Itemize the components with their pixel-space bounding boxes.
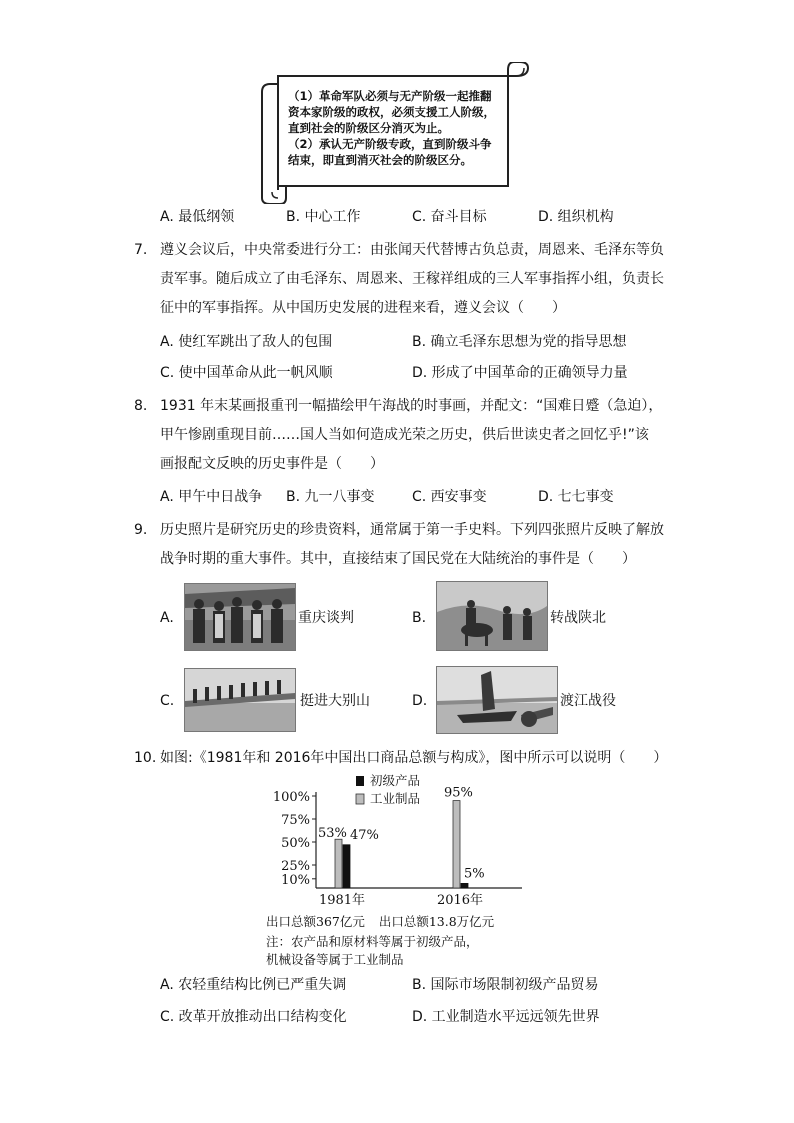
q8-option-a[interactable]: A. 甲午中日战争	[160, 489, 263, 505]
x-tick-label: 1981年	[318, 893, 366, 908]
scroll-line: （1）革命军队必须与无产阶级一起推翻	[288, 89, 492, 103]
q9-option-c-caption[interactable]: 挺进大别山	[300, 693, 370, 709]
bar-primary	[461, 883, 468, 888]
q9-option-b-caption[interactable]: 转战陕北	[550, 610, 606, 626]
q9-option-a-letter[interactable]: A.	[160, 610, 174, 626]
bar-industrial	[453, 801, 460, 888]
q8-stem-line: 1931 年末某画报重刊一幅描绘甲午海战的时事画，并配文：“国难日蹙（急迫），	[160, 398, 663, 414]
q7-stem-line: 责军事。随后成立了由毛泽东、周恩来、王稼祥组成的三人军事指挥小组，负责长	[160, 271, 664, 287]
q8-option-c[interactable]: C. 西安事变	[412, 489, 487, 505]
legend-label-industrial: 工业制品	[370, 791, 421, 806]
scroll-line: 直到社会的阶级区分消灭为止。	[288, 121, 449, 135]
q6-option-c[interactable]: C. 奋斗目标	[412, 209, 487, 225]
q9-option-d-letter[interactable]: D.	[412, 693, 428, 709]
q6-option-d[interactable]: D. 组织机构	[538, 209, 614, 225]
q6-option-a[interactable]: A. 最低纲领	[160, 209, 235, 225]
q10-option-c[interactable]: C. 改革开放推动出口结构变化	[160, 1009, 347, 1025]
chart-totals	[266, 912, 494, 932]
bar-industrial	[335, 839, 342, 888]
q8-option-d[interactable]: D. 七七事变	[538, 489, 614, 505]
q10-option-b[interactable]: B. 国际市场限制初级产品贸易	[412, 977, 599, 993]
bar-primary	[343, 845, 350, 888]
data-label-primary: 5%	[464, 866, 485, 882]
q9-stem-line: 战争时期的重大事件。其中，直接结束了国民党在大陆统治的事件是（ ）	[160, 551, 636, 567]
chongqing-negotiation-photo	[184, 583, 296, 651]
q9-option-a-caption[interactable]: 重庆谈判	[298, 610, 354, 626]
total-2016: 出口总额13.8万亿元	[378, 914, 495, 929]
q10-option-a[interactable]: A. 农轻重结构比例已严重失调	[160, 977, 347, 993]
q10-number: 10.	[134, 750, 157, 766]
q7-number: 7.	[134, 242, 148, 258]
q7-option-c[interactable]: C. 使中国革命从此一帆风顺	[160, 365, 333, 381]
chart-note-line: 机械设备等属于工业制品	[266, 952, 404, 967]
q9-option-d-caption[interactable]: 渡江战役	[560, 693, 616, 709]
q10-option-d[interactable]: D. 工业制造水平远远领先世界	[412, 1009, 600, 1025]
y-tick-label: 10%	[281, 872, 310, 888]
q7-option-a[interactable]: A. 使红军跳出了敌人的包围	[160, 334, 333, 350]
q6-option-b[interactable]: B. 中心工作	[286, 209, 361, 225]
q8-option-b[interactable]: B. 九一八事变	[286, 489, 375, 505]
y-tick-label: 100%	[272, 790, 310, 805]
q7-option-d[interactable]: D. 形成了中国革命的正确领导力量	[412, 365, 628, 381]
q7-option-b[interactable]: B. 确立毛泽东思想为党的指导思想	[412, 334, 627, 350]
total-1981: 出口总额367亿元	[266, 914, 365, 929]
chart-note-line: 注：农产品和原材料等属于初级产品，	[266, 934, 479, 949]
legend-swatch-primary	[356, 776, 364, 786]
scroll-line: 资本家阶级的政权，必须支援工人阶级，	[288, 105, 495, 119]
q7-stem-line: 征中的军事指挥。从中国历史发展的进程来看，遵义会议（ ）	[160, 300, 566, 316]
scroll-text	[288, 88, 518, 168]
q8-stem-line: 画报配文反映的历史事件是（ ）	[160, 456, 384, 472]
scroll-line: 结束，即直到消灭社会的阶级区分。	[288, 153, 472, 167]
y-tick-label: 25%	[281, 859, 310, 874]
y-tick-label: 75%	[281, 813, 310, 828]
data-label-primary: 47%	[350, 827, 379, 843]
data-label-industrial: 53%	[318, 826, 347, 842]
northern-shaanxi-photo	[436, 581, 548, 651]
q9-stem-line: 历史照片是研究历史的珍贵资料，通常属于第一手史料。下列四张照片反映了解放	[160, 522, 664, 538]
q9-option-c-letter[interactable]: C.	[160, 693, 175, 709]
y-tick-label: 50%	[281, 836, 310, 851]
legend-swatch-industrial	[356, 794, 364, 804]
legend-label-primary: 初级产品	[370, 773, 421, 788]
q10-stem: 如图:《1981年和 2016年中国出口商品总额与构成》，图中所示可以说明（ ）	[160, 750, 668, 766]
q8-number: 8.	[134, 398, 148, 414]
yangtze-crossing-photo	[436, 666, 558, 734]
x-tick-label: 2016年	[436, 893, 484, 908]
export-composition-chart	[262, 770, 538, 912]
q7-stem-line: 遵义会议后，中央常委进行分工：由张闻天代替博古负总责，周恩来、毛泽东等负	[160, 242, 664, 258]
dabie-mountains-photo	[184, 668, 296, 732]
q9-number: 9.	[134, 522, 148, 538]
scroll-line: （2）承认无产阶级专政，直到阶级斗争	[288, 137, 492, 151]
q8-stem-line: 甲午惨剧重现目前……国人当如何造成光荣之历史，供后世读史者之回忆乎!”该	[160, 427, 649, 443]
data-label-industrial: 95%	[444, 785, 473, 801]
q9-option-b-letter[interactable]: B.	[412, 610, 427, 626]
